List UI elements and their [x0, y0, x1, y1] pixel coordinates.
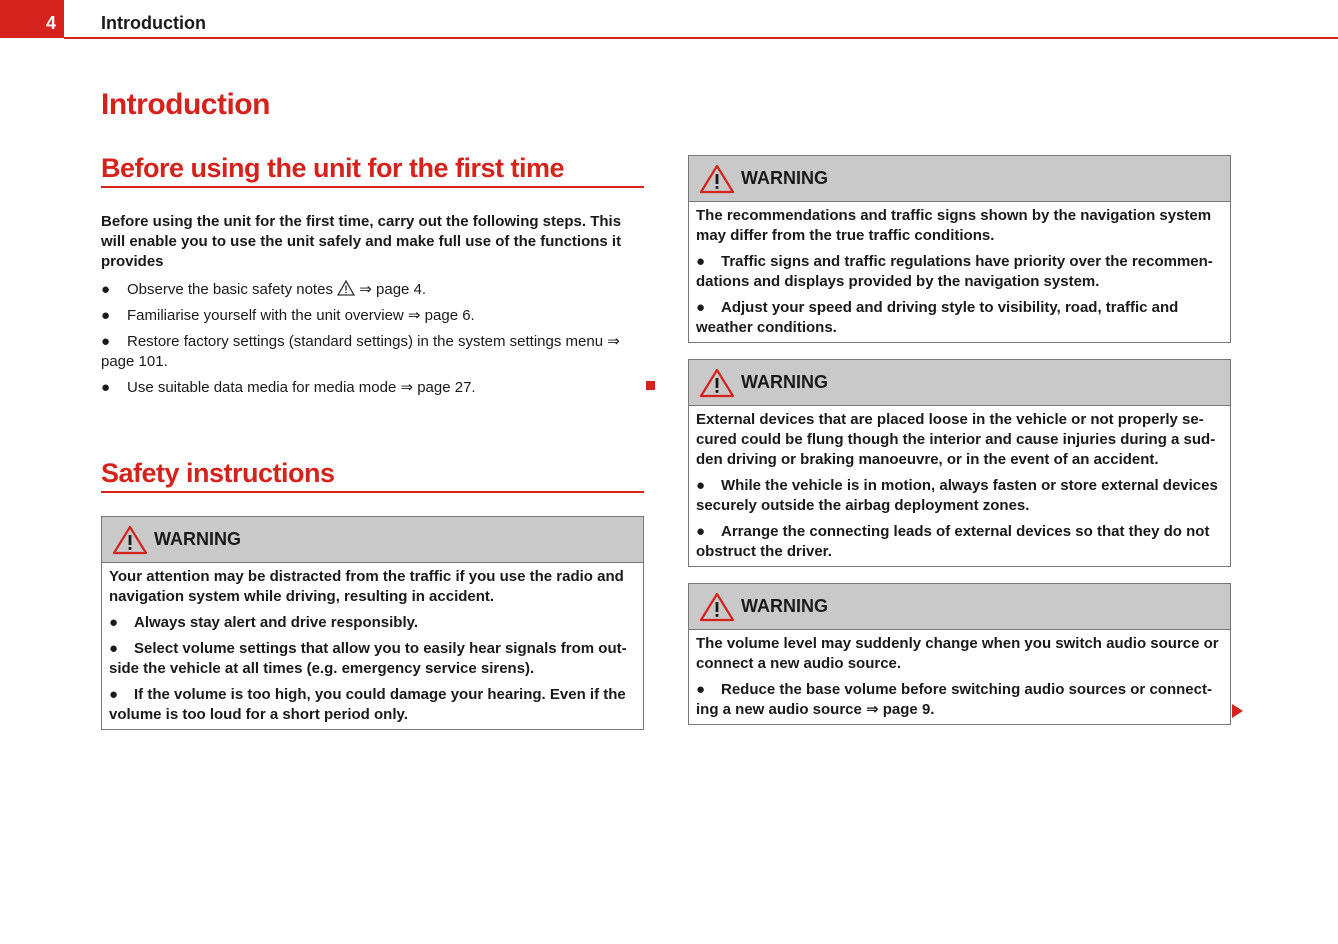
warning-box-volume [688, 583, 1231, 725]
warning-triangle-icon [699, 592, 735, 622]
list-item: ● Restore factory settings (standard settings) in the system settings menu ⇒ page 101. [101, 333, 620, 370]
list-item: ● Use suitable data media for media mode ⇒ page 27. [101, 379, 476, 396]
page-reference-link[interactable]: ⇒ page 4. [355, 281, 427, 298]
page-title: Introduction [101, 88, 270, 121]
list-item: ● Always stay alert and drive responsibly. [109, 614, 419, 631]
bullet-icon: ● [101, 333, 111, 350]
list-item: ● Traffic signs and traffic regulations have priority over the recommendations and displays provided by the navigation system. [696, 253, 1213, 290]
bullet-icon: ● [109, 614, 119, 631]
warning-triangle-icon [112, 525, 148, 555]
warning-label: WARNING [741, 168, 828, 188]
header-rule [64, 37, 1338, 39]
bullet-icon: ● [101, 379, 111, 396]
section-title-first-use: Before using the unit for the first time [101, 153, 644, 188]
warning-lead: The volume level may suddenly change when you switch audio source or connect a new audio source. [696, 635, 1219, 672]
warning-header [689, 360, 1230, 406]
warning-label: WARNING [154, 529, 241, 549]
first-use-steps [101, 280, 641, 404]
warning-header [689, 156, 1230, 202]
bullet-icon: ● [101, 307, 111, 324]
warning-triangle-icon [699, 164, 735, 194]
bullet-icon: ● [696, 299, 706, 316]
warning-box-distraction [101, 516, 644, 730]
warning-body [689, 406, 1230, 566]
warning-body [689, 202, 1230, 342]
list-item: ● Select volume settings that allow you to easily hear signals from outside the vehicle at all times (e.g. emergency service sirens). [109, 640, 627, 677]
section-end-marker [646, 381, 655, 390]
warning-box-navigation [688, 155, 1231, 343]
warning-label: WARNING [741, 596, 828, 616]
bullet-icon: ● [696, 523, 706, 540]
bullet-icon: ● [696, 681, 706, 698]
page-number: 4 [0, 0, 64, 38]
warning-triangle-icon [337, 280, 355, 296]
warning-lead: External devices that are placed loose in the vehicle or not properly secured could be flung though the interior and cause injuries during a sudden driving or braking manoeuvre, or in the event of an accident. [696, 411, 1216, 468]
warning-lead: The recommendations and traffic signs shown by the navigation system may differ from the true traffic conditions. [696, 207, 1212, 244]
warning-body [689, 630, 1230, 724]
warning-body [102, 563, 643, 729]
warning-lead: Your attention may be distracted from the traffic if you use the radio and navigation system while driving, resulting in accident. [109, 568, 624, 605]
warning-label: WARNING [741, 372, 828, 392]
list-item: ● Observe the basic safety notes ⇒ page 4. [101, 281, 427, 298]
list-item: ● Adjust your speed and driving style to visibility, road, traffic and weather conditions. [696, 299, 1179, 336]
bullet-icon: ● [109, 686, 119, 703]
warning-header [102, 517, 643, 563]
bullet-icon: ● [101, 281, 111, 298]
header-title: Introduction [101, 13, 206, 33]
intro-paragraph: Before using the unit for the first time, carry out the following steps. This will enable you to use the unit safely and make full use of the functions it provides [101, 213, 622, 270]
bullet-icon: ● [696, 253, 706, 270]
continued-arrow-icon [1232, 704, 1243, 718]
warning-triangle-icon [699, 368, 735, 398]
bullet-icon: ● [696, 477, 706, 494]
list-item: ● Reduce the base volume before switching audio sources or connecting a new audio source ⇒ page 9. [696, 681, 1212, 718]
list-item: ● Arrange the connecting leads of external devices so that they do not obstruct the driver. [696, 523, 1210, 560]
list-item: ● Familiarise yourself with the unit overview ⇒ page 6. [101, 307, 475, 324]
list-item: ● While the vehicle is in motion, always fasten or store external devices securely outside the airbag deployment zones. [696, 477, 1218, 514]
warning-header [689, 584, 1230, 630]
section-title-safety: Safety instructions [101, 458, 644, 493]
bullet-icon: ● [109, 640, 119, 657]
warning-box-external-devices [688, 359, 1231, 567]
list-item: ● If the volume is too high, you could damage your hearing. Even if the volume is too loud for a short period only. [109, 686, 626, 723]
